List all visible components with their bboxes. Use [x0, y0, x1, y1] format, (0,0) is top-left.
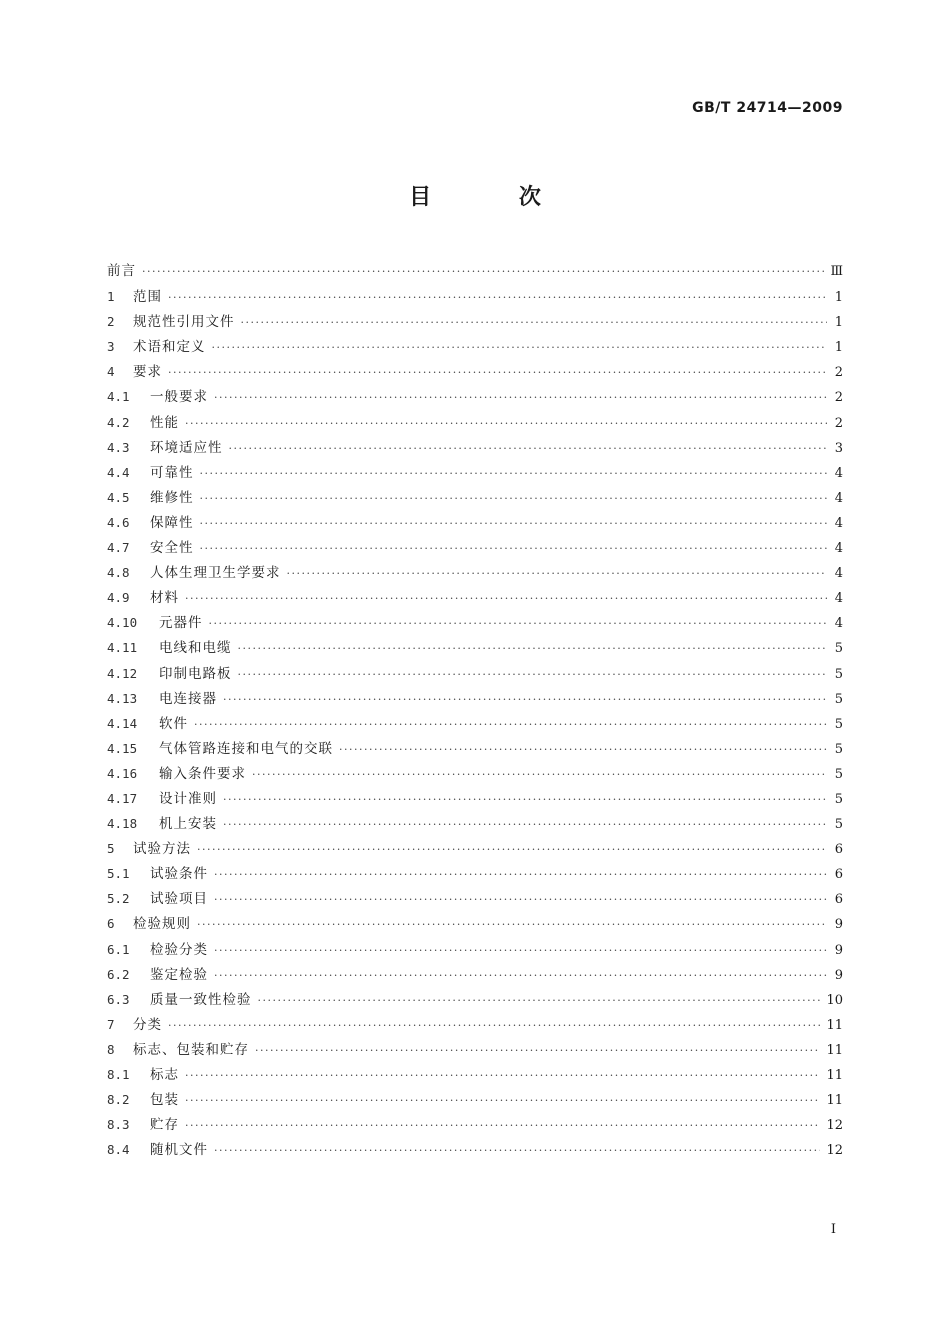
toc-entry[interactable]: [107, 1062, 843, 1087]
toc-entry-number: 4.12: [107, 665, 138, 681]
toc-entry-title: 一般要求: [150, 389, 208, 406]
toc-entry-number: 4.9: [107, 590, 130, 606]
toc-entry-page: 6: [834, 892, 843, 908]
toc-leader-dots: [212, 335, 828, 360]
toc-entry-title: 前言: [107, 263, 136, 279]
toc-entry-page: 11: [826, 1068, 843, 1083]
toc-entry[interactable]: [107, 460, 843, 485]
toc-entry[interactable]: [107, 585, 843, 610]
toc-entry-page: 12: [826, 1118, 843, 1134]
toc-entry-number: 8.4: [107, 1142, 130, 1158]
toc-entry-page: 5: [834, 641, 843, 657]
toc-entry-page: 2: [834, 415, 843, 431]
toc-leader-dots: [185, 411, 827, 436]
toc-entry[interactable]: [107, 384, 843, 409]
toc-entry-page: 4: [834, 465, 843, 481]
toc-entry-number: 7: [107, 1016, 115, 1032]
toc-entry-page: 5: [834, 817, 843, 833]
toc-entry-number: 4.14: [107, 715, 138, 731]
toc-entry-title: 分类: [133, 1016, 162, 1033]
toc-entry-number: 8.2: [107, 1092, 130, 1108]
toc-entry[interactable]: [107, 962, 843, 987]
toc-entry-page: 9: [834, 967, 843, 983]
toc-leader-dots: [209, 611, 828, 636]
standard-code: GB/T 24714—2009: [692, 100, 843, 116]
toc-entry-title: 性能: [150, 414, 179, 431]
toc-entry-title: 维修性: [150, 489, 194, 506]
toc-entry[interactable]: [107, 284, 843, 309]
toc-entry-number: 4: [107, 364, 115, 380]
toc-leader-dots: [185, 586, 827, 611]
toc-entry-title: 鉴定检验: [150, 966, 208, 983]
toc-entry-page: 1: [834, 290, 843, 306]
toc-leader-dots: [200, 486, 828, 511]
toc-entry-number: 5.2: [107, 891, 130, 907]
toc-entry-number: 2: [107, 314, 115, 330]
toc-entry-page: Ⅲ: [830, 264, 843, 279]
toc-entry[interactable]: [107, 736, 843, 761]
toc-leader-dots: [168, 285, 827, 310]
toc-leader-dots: [214, 887, 827, 912]
toc-entry-page: 5: [834, 691, 843, 707]
toc-entry-title: 电连接器: [159, 690, 217, 707]
toc-entry-page: 5: [834, 766, 843, 782]
toc-entry-page: 6: [834, 842, 843, 858]
toc-entry-page: 12: [826, 1143, 843, 1159]
toc-entry-page: 1: [834, 315, 843, 331]
toc-entry-number: 4.10: [107, 615, 138, 631]
toc-entry-title: 术语和定义: [133, 339, 206, 356]
toc-leader-dots: [238, 636, 828, 661]
toc-entry-number: 6.3: [107, 991, 130, 1007]
toc-entry-title: 软件: [159, 715, 188, 732]
toc-entry-number: 5: [107, 841, 115, 857]
toc-leader-dots: [197, 912, 827, 937]
toc-leader-dots: [223, 687, 827, 712]
toc-entry-title: 检验分类: [150, 941, 208, 958]
toc-entry-page: 5: [834, 791, 843, 807]
toc-leader-dots: [214, 385, 827, 410]
toc-entry[interactable]: [107, 711, 843, 736]
toc-leader-dots: [229, 436, 828, 461]
toc-leader-dots: [214, 862, 827, 887]
toc-entry-page: 9: [834, 942, 843, 958]
toc-entry-title: 试验项目: [150, 891, 208, 908]
toc-entry-title: 标志: [150, 1067, 179, 1083]
toc-entry[interactable]: [107, 686, 843, 711]
toc-entry-number: 4.2: [107, 414, 130, 430]
toc-leader-dots: [200, 461, 828, 486]
toc-entry[interactable]: [107, 911, 843, 936]
toc-entry-number: 3: [107, 339, 115, 355]
toc-entry-title: 印制电路板: [159, 665, 232, 682]
toc-entry-title: 试验条件: [150, 866, 208, 883]
toc-leader-dots: [185, 1113, 820, 1138]
toc-entry-title: 质量一致性检验: [150, 991, 252, 1008]
toc-entry[interactable]: [107, 861, 843, 886]
toc-entry-number: 6.1: [107, 941, 130, 957]
table-of-contents: [107, 259, 843, 1162]
toc-leader-dots: [142, 259, 824, 284]
toc-leader-dots: [197, 837, 827, 862]
toc-entry-number: 4.7: [107, 540, 130, 556]
toc-entry[interactable]: [107, 560, 843, 585]
toc-entry[interactable]: [107, 410, 843, 435]
toc-entry-page: 6: [834, 867, 843, 883]
toc-entry-page: 4: [834, 490, 843, 506]
toc-leader-dots: [214, 1138, 820, 1163]
toc-entry-page: 4: [834, 591, 843, 607]
toc-entry-title: 环境适应性: [150, 439, 223, 456]
toc-entry-title: 范围: [133, 289, 162, 306]
toc-leader-dots: [185, 1063, 820, 1088]
toc-entry-title: 试验方法: [133, 841, 191, 858]
toc-entry-number: 4.1: [107, 389, 130, 405]
toc-entry-page: 3: [834, 440, 843, 456]
toc-entry-title: 随机文件: [150, 1142, 208, 1159]
toc-entry-number: 8.3: [107, 1117, 130, 1133]
toc-leader-dots: [223, 812, 827, 837]
toc-entry-title: 输入条件要求: [159, 765, 246, 782]
toc-entry-title: 标志、包装和贮存: [133, 1041, 249, 1058]
toc-entry-page: 9: [834, 917, 843, 933]
toc-entry[interactable]: [107, 786, 843, 811]
toc-entry-page: 10: [826, 992, 843, 1008]
toc-leader-dots: [168, 360, 827, 385]
toc-entry-number: 4.13: [107, 690, 138, 706]
toc-entry-number: 4.17: [107, 790, 138, 806]
toc-leader-dots: [214, 963, 827, 988]
toc-entry-number: 6.2: [107, 966, 130, 982]
toc-entry-title: 包装: [150, 1092, 179, 1109]
toc-entry-page: 11: [826, 1017, 843, 1033]
toc-entry-number: 4.16: [107, 765, 138, 781]
toc-entry-title: 气体管路连接和电气的交联: [159, 740, 333, 757]
toc-entry[interactable]: [107, 811, 843, 836]
toc-entry[interactable]: [107, 259, 843, 284]
toc-entry[interactable]: [107, 836, 843, 861]
toc-entry-number: 1: [107, 289, 115, 305]
toc-leader-dots: [214, 938, 827, 963]
toc-entry-number: 6: [107, 916, 115, 932]
toc-entry-number: 8.1: [107, 1067, 130, 1082]
toc-entry-number: 4.4: [107, 464, 130, 480]
toc-leader-dots: [258, 988, 821, 1013]
toc-entry[interactable]: [107, 1112, 843, 1137]
toc-entry[interactable]: [107, 610, 843, 635]
toc-entry-title: 保障性: [150, 514, 194, 531]
toc-leader-dots: [339, 737, 827, 762]
toc-entry-number: 4.3: [107, 439, 130, 455]
toc-entry-page: 5: [834, 741, 843, 757]
toc-entry-page: 4: [834, 616, 843, 632]
toc-entry[interactable]: [107, 761, 843, 786]
toc-entry-number: 5.1: [107, 866, 130, 882]
toc-entry[interactable]: [107, 661, 843, 686]
toc-entry-number: 4.15: [107, 740, 138, 756]
toc-leader-dots: [185, 1088, 820, 1113]
toc-entry-title: 检验规则: [133, 916, 191, 933]
toc-entry-title: 电线和电缆: [159, 640, 232, 657]
toc-entry-number: 4.5: [107, 489, 130, 505]
toc-entry-page: 4: [834, 566, 843, 582]
toc-leader-dots: [287, 561, 828, 586]
toc-entry-page: 4: [834, 541, 843, 557]
toc-leader-dots: [194, 712, 827, 737]
toc-entry[interactable]: [107, 1012, 843, 1037]
toc-entry-title: 元器件: [159, 615, 203, 632]
toc-entry[interactable]: [107, 485, 843, 510]
page-number: I: [830, 1222, 836, 1237]
toc-entry[interactable]: [107, 1037, 843, 1062]
toc-entry[interactable]: [107, 510, 843, 535]
toc-leader-dots: [255, 1038, 820, 1063]
toc-entry-page: 2: [834, 390, 843, 406]
page-title: 目 次: [409, 185, 581, 210]
toc-leader-dots: [200, 511, 828, 536]
toc-entry-page: 5: [834, 666, 843, 682]
toc-leader-dots: [252, 762, 827, 787]
toc-entry-number: 4.11: [107, 640, 138, 656]
toc-entry-number: 8: [107, 1041, 115, 1057]
toc-entry[interactable]: [107, 635, 843, 660]
toc-entry-title: 机上安装: [159, 816, 217, 833]
toc-entry-number: 4.6: [107, 514, 130, 530]
toc-leader-dots: [200, 536, 828, 561]
toc-entry-page: 2: [834, 365, 843, 381]
toc-entry-page: 4: [834, 515, 843, 531]
toc-entry-title: 安全性: [150, 540, 194, 557]
toc-entry-title: 贮存: [150, 1117, 179, 1134]
toc-entry-number: 4.8: [107, 565, 130, 581]
toc-entry-title: 人体生理卫生学要求: [150, 565, 281, 582]
toc-leader-dots: [223, 787, 827, 812]
toc-leader-dots: [238, 662, 828, 687]
toc-entry-title: 要求: [133, 364, 162, 381]
toc-entry-page: 11: [826, 1042, 843, 1058]
toc-entry-page: 11: [826, 1093, 843, 1109]
toc-leader-dots: [241, 310, 828, 335]
toc-entry[interactable]: [107, 435, 843, 460]
toc-entry-title: 可靠性: [150, 464, 194, 481]
toc-entry[interactable]: [107, 987, 843, 1012]
toc-entry-title: 设计准则: [159, 790, 217, 807]
toc-entry-page: 5: [834, 716, 843, 732]
toc-entry[interactable]: [107, 535, 843, 560]
toc-entry[interactable]: [107, 1087, 843, 1112]
toc-entry[interactable]: [107, 309, 843, 334]
toc-entry[interactable]: [107, 334, 843, 359]
toc-entry-title: 规范性引用文件: [133, 314, 235, 331]
toc-entry-number: 4.18: [107, 816, 138, 832]
toc-entry[interactable]: [107, 886, 843, 911]
toc-entry[interactable]: [107, 937, 843, 962]
toc-entry-page: 1: [834, 340, 843, 356]
toc-leader-dots: [168, 1013, 820, 1038]
toc-entry-title: 材料: [150, 590, 179, 607]
toc-entry[interactable]: [107, 1137, 843, 1162]
toc-entry[interactable]: [107, 359, 843, 384]
